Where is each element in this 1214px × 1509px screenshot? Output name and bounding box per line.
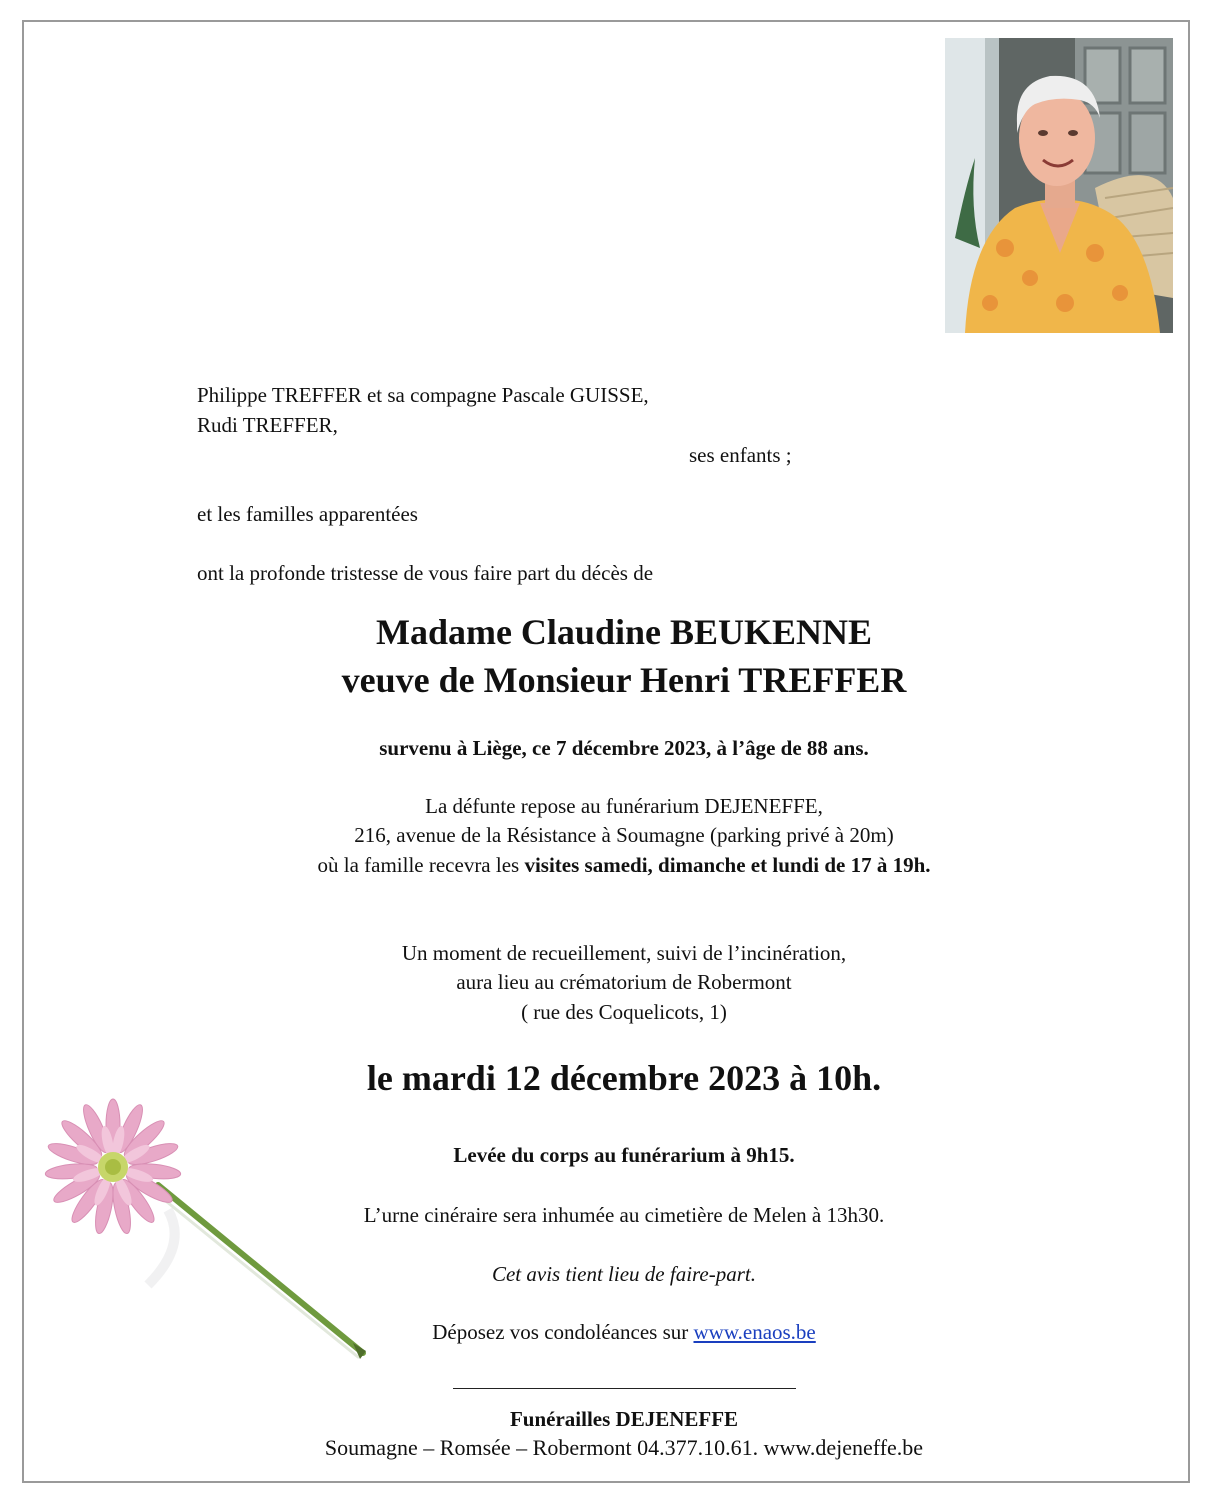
family-line-1: Philippe TREFFER et sa compagne Pascale GUISSE, bbox=[197, 383, 649, 407]
relation-label: ses enfants ; bbox=[689, 443, 792, 467]
footer-company: Funérailles DEJENEFFE bbox=[509, 1407, 739, 1431]
notice-line: Cet avis tient lieu de faire-part. bbox=[491, 1262, 756, 1286]
deceased-name: Madame Claudine BEUKENNE bbox=[375, 612, 873, 652]
deceased-widow-of: veuve de Monsieur Henri TREFFER bbox=[341, 660, 907, 700]
condolences-prefix: Déposez vos condoléances sur bbox=[432, 1320, 694, 1344]
visits-line-3 bbox=[0, 851, 1214, 879]
condolences-link[interactable]: www.enaos.be bbox=[693, 1320, 816, 1344]
relatives-line: et les familles apparentées bbox=[197, 502, 418, 526]
ceremony-line-1: Un moment de recueillement, suivi de l’incinération, bbox=[401, 941, 847, 965]
portrait-photo bbox=[945, 38, 1173, 333]
ceremony-date: le mardi 12 décembre 2023 à 10h. bbox=[366, 1058, 882, 1098]
levee-line: Levée du corps au funérarium à 9h15. bbox=[453, 1143, 795, 1167]
urn-line: L’urne cinéraire sera inhumée au cimetière de Melen à 13h30. bbox=[363, 1203, 885, 1227]
flower-illustration bbox=[38, 1095, 383, 1385]
visits-prefix: où la famille recevra les bbox=[317, 853, 525, 877]
visits-line-2: 216, avenue de la Résistance à Soumagne (parking privé à 20m) bbox=[354, 823, 894, 847]
visits-line-1: La défunte repose au funérarium DEJENEFFE, bbox=[425, 794, 823, 818]
ceremony-line-2: aura lieu au crématorium de Robermont bbox=[456, 970, 792, 994]
footer-contact: Soumagne – Romsée – Robermont 04.377.10.61. www.dejeneffe.be bbox=[324, 1435, 924, 1460]
footer-divider bbox=[453, 1388, 796, 1389]
ceremony-line-3: ( rue des Coquelicots, 1) bbox=[521, 1000, 727, 1024]
family-line-2: Rudi TREFFER, bbox=[197, 413, 338, 437]
visits-times: visites samedi, dimanche et lundi de 17 à 19h. bbox=[524, 853, 931, 877]
announcement-line: ont la profonde tristesse de vous faire part du décès de bbox=[197, 561, 654, 585]
death-info: survenu à Liège, ce 7 décembre 2023, à l’âge de 88 ans. bbox=[379, 736, 869, 760]
